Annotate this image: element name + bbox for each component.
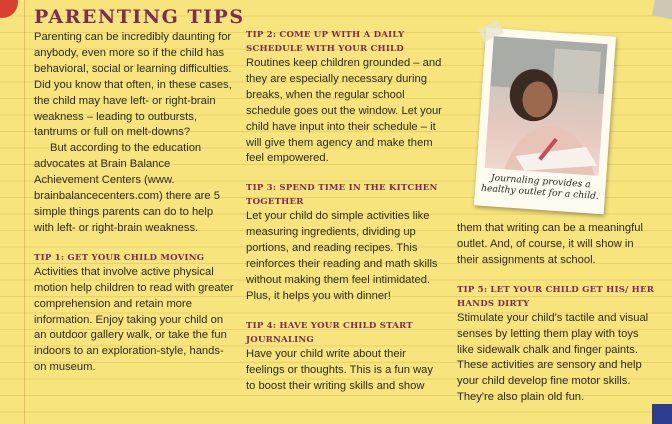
tip-4-title: TIP 4: HAVE YOUR CHILD START JOURNALING — [246, 320, 413, 345]
tip-5-body: Stimulate your child's tactile and visual senses by letting them play with toys like sidewalk chalk and finger paints. These activities are sensory and help your child develop fine motor skills. They're also plain old fun. — [457, 311, 649, 404]
corner-decoration-bottom — [652, 404, 672, 424]
tip-4-body: Have your child write about their feelings or thoughts. This is a fun way to boost their writing skills and show — [246, 347, 433, 392]
tip-2-title: TIP 2: COME UP WITH A DAILY SCHEDULE WITH YOUR CHILD — [246, 30, 405, 54]
column-1 — [34, 30, 234, 376]
tip-1-body: Activities that involve active physical motion help children to read with greater comprehension and retain more information. Enjoy taking your child on an outdoor gallery walk, or take the fun indoors to an exploration-style, hands-on museum. — [34, 265, 234, 374]
tip-1-title: TIP 1: GET YOUR CHILD MOVING — [34, 252, 205, 263]
photo-illustration — [485, 36, 608, 176]
intro-paragraph-2: But according to the education advocates at Brain Balance Achievement Centers (www. brainbalancecenters.com) there are 5 simple things parents can do to help with left- or right-brain weakness. — [34, 142, 220, 234]
tip-3-body: Let your child do simple activities like measuring ingredients, dividing up portions, and reading recipes. This reinforces their reading and math skills without making them feel intimidated. Plus, it helps you with dinner! — [246, 210, 438, 302]
photo-caption: Journaling provides a healthy outlet for a child. — [480, 172, 600, 202]
tip-3-title: TIP 3: SPEND TIME IN THE KITCHEN TOGETHER — [246, 183, 438, 208]
corner-decoration — [0, 0, 18, 18]
column-3 — [457, 221, 657, 406]
column-2 — [246, 28, 442, 395]
tip-5-title: TIP 5: LET YOUR CHILD GET HIS/ HER HANDS DIRTY — [457, 284, 655, 309]
tip-2-body: Routines keep children grounded – and they are especially necessary during breaks, when the regular school schedule goes out the window. Let your child have input into their schedule – it will give them agency and make them feel empowered. — [246, 57, 442, 165]
tip-4-continued: them that writing can be a meaningful outlet. And, of course, it will show in their assignments at school. — [457, 222, 643, 266]
notebook-margin-line — [24, 0, 25, 424]
intro-paragraph-1: Parenting can be incredibly daunting for anybody, even more so if the child has behavioral, social or learning difficulties. Did you know that often, in these cases, the child may have left- or right-brain weakness – leading to outbursts, tantrums or full on melt-downs? — [34, 31, 232, 139]
journaling-photo — [474, 28, 616, 215]
corner-decoration-right — [652, 0, 672, 20]
page-title: PARENTING TIPS — [34, 6, 245, 28]
child-journaling-image — [485, 36, 608, 176]
